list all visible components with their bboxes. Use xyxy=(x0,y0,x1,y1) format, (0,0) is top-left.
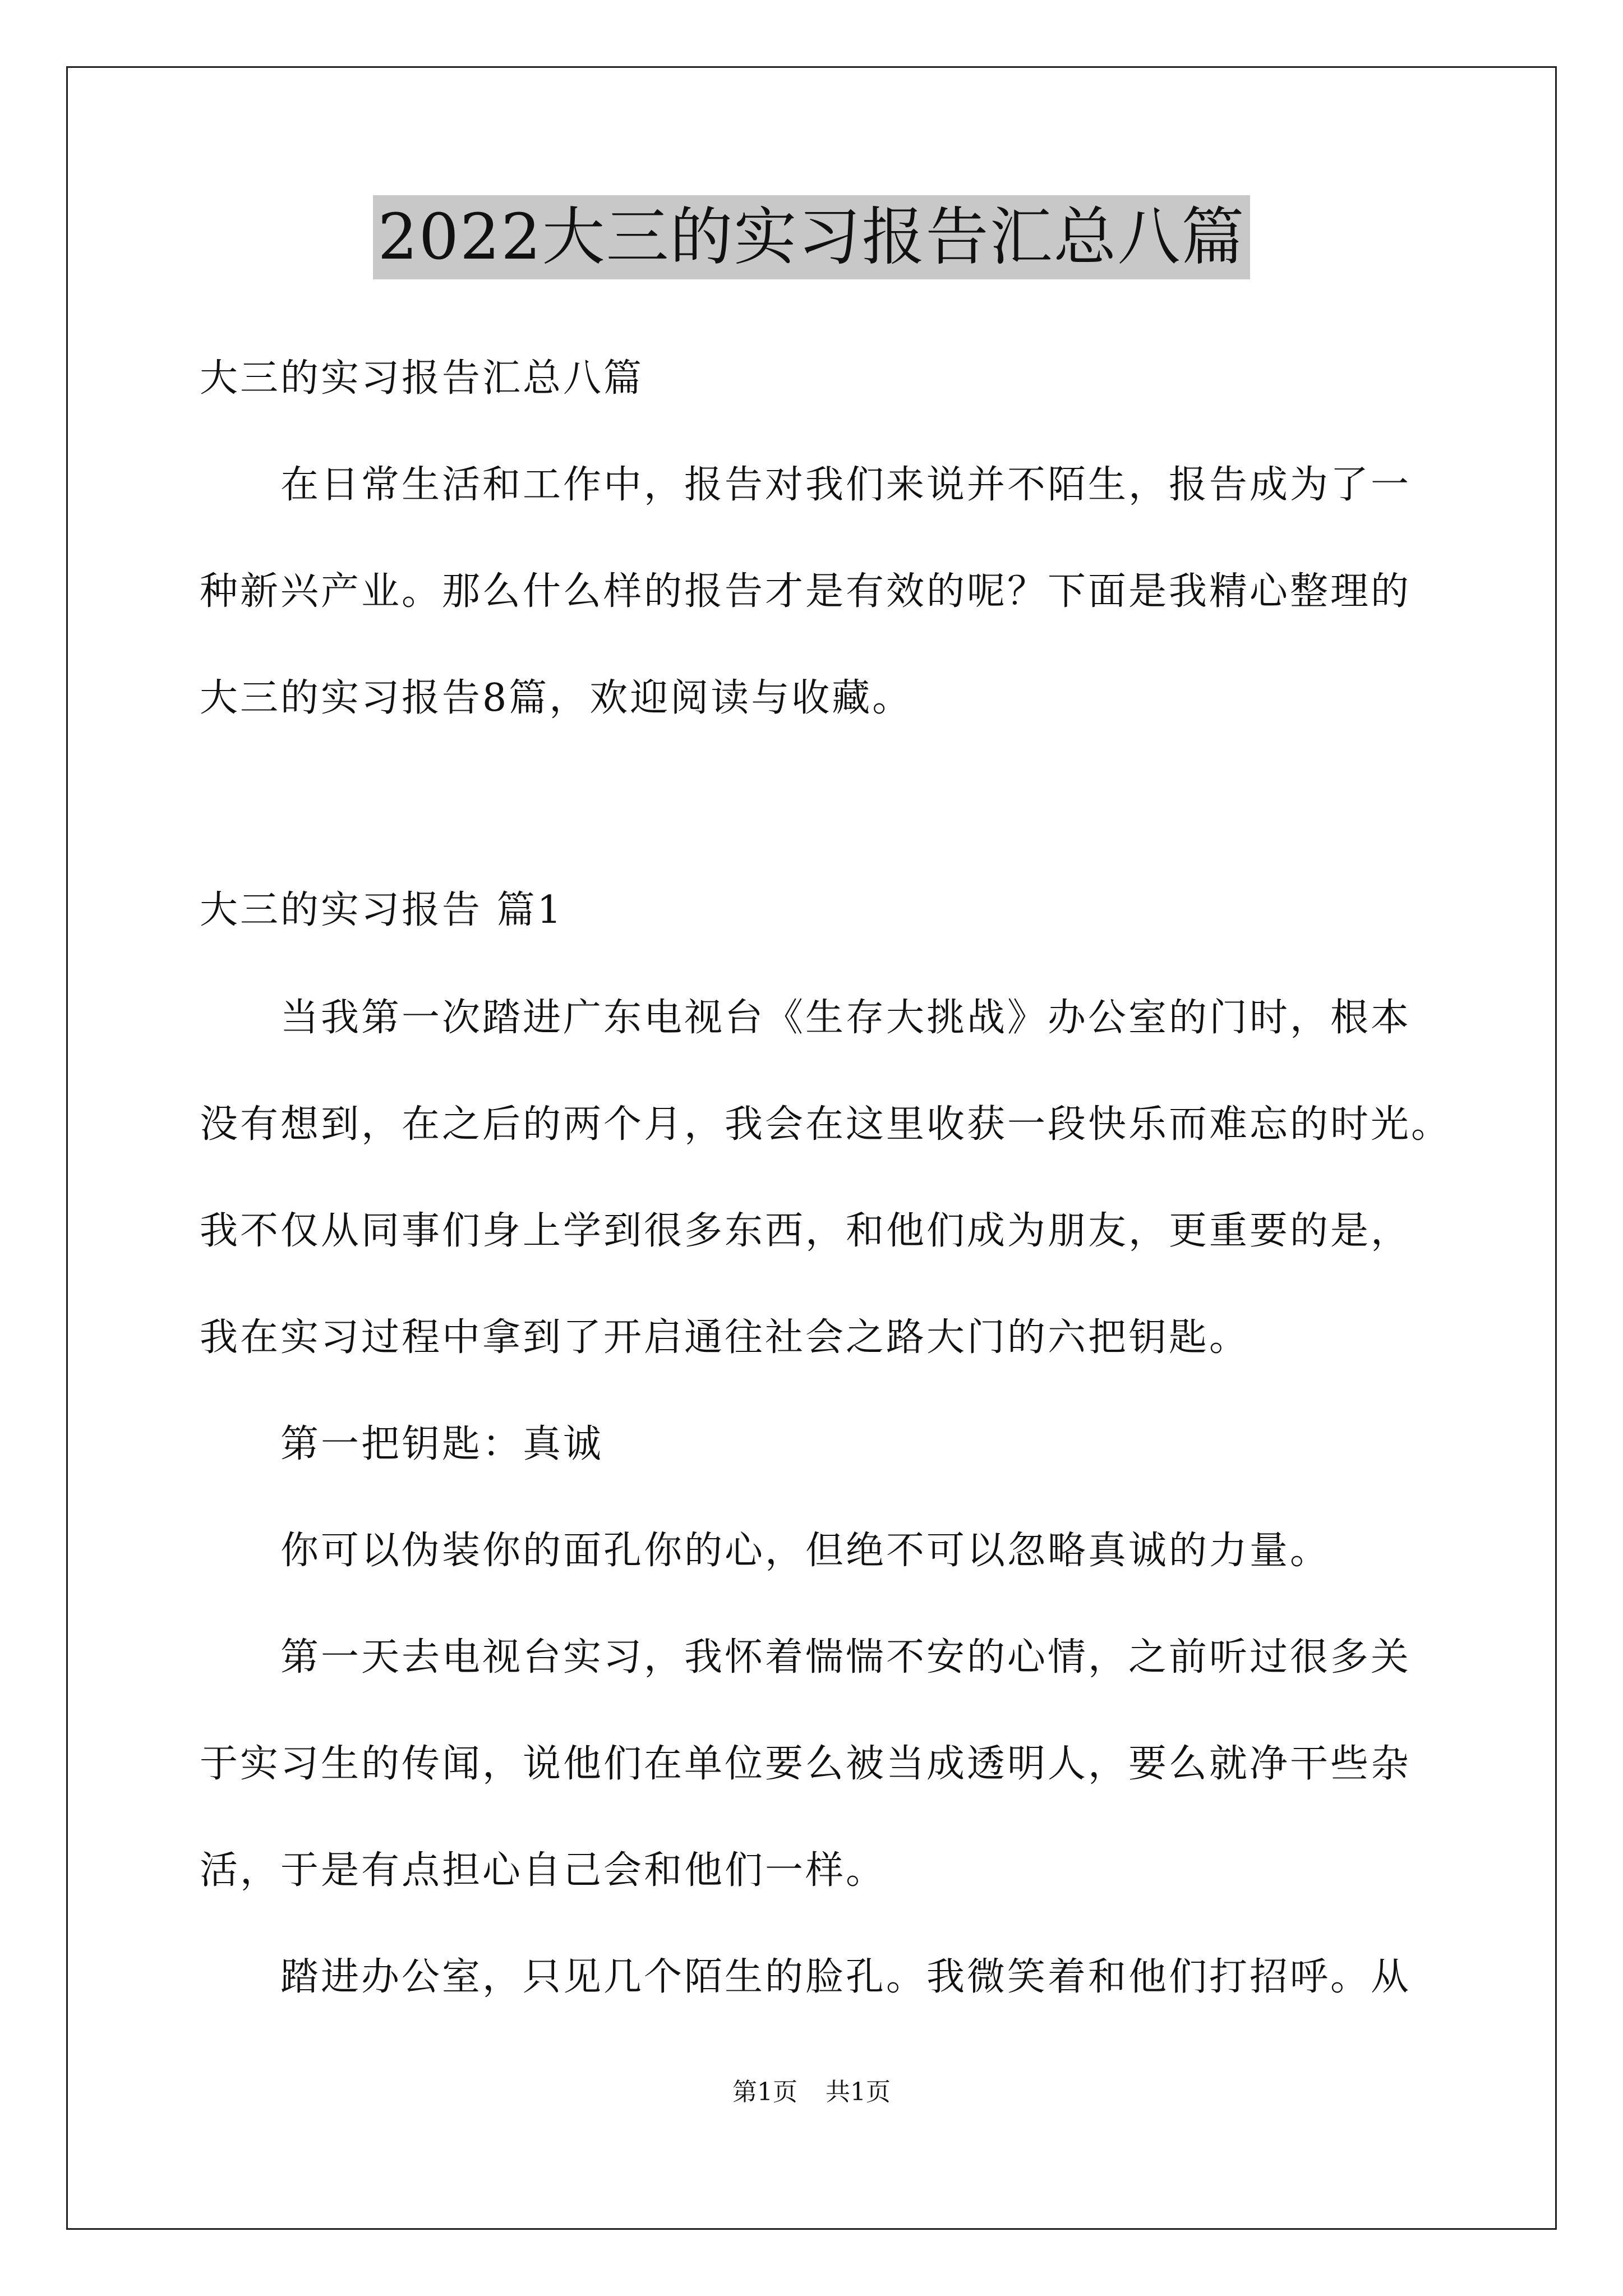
page-footer xyxy=(0,2076,1623,2109)
para2-line-2: 于实习生的传闻，说他们在单位要么被当成透明人，要么就净干些杂 xyxy=(200,1742,1412,1786)
section-line-3: 我不仅从同事们身上学到很多东西，和他们成为朋友，更重要的是， xyxy=(200,1209,1412,1253)
intro-line-3: 大三的实习报告8篇，欢迎阅读与收藏。 xyxy=(200,676,913,720)
page-number: 第1页 xyxy=(732,2078,797,2106)
key-quote: 你可以伪装你的面孔你的心，但绝不可以忽略真诚的力量。 xyxy=(280,1529,1331,1573)
para3-line-1: 踏进办公室，只见几个陌生的脸孔。我微笑着和他们打招呼。从 xyxy=(280,1955,1412,1999)
para2-line-1: 第一天去电视台实习，我怀着惴惴不安的心情，之前听过很多关 xyxy=(280,1635,1412,1680)
section-line-1: 当我第一次踏进广东电视台《生存大挑战》办公室的门时，根本 xyxy=(280,996,1412,1040)
intro-line-2: 种新兴产业。那么什么样的报告才是有效的呢？下面是我精心整理的 xyxy=(200,569,1412,614)
section-heading: 大三的实习报告 篇1 xyxy=(200,888,564,932)
intro-line-1: 在日常生活和工作中，报告对我们来说并不陌生，报告成为了一 xyxy=(280,463,1412,507)
section-line-4: 我在实习过程中拿到了开启通往社会之路大门的六把钥匙。 xyxy=(200,1315,1250,1360)
title-wrap xyxy=(0,195,1623,279)
key-heading: 第一把钥匙：真诚 xyxy=(280,1422,604,1466)
document-subtitle: 大三的实习报告汇总八篇 xyxy=(200,356,644,401)
section-line-2: 没有想到，在之后的两个月，我会在这里收获一段快乐而难忘的时光。 xyxy=(200,1102,1452,1147)
document-title: 2022大三的实习报告汇总八篇 xyxy=(373,195,1249,279)
page-total: 共1页 xyxy=(826,2078,891,2106)
para2-line-3: 活，于是有点担心自己会和他们一样。 xyxy=(200,1848,887,1893)
